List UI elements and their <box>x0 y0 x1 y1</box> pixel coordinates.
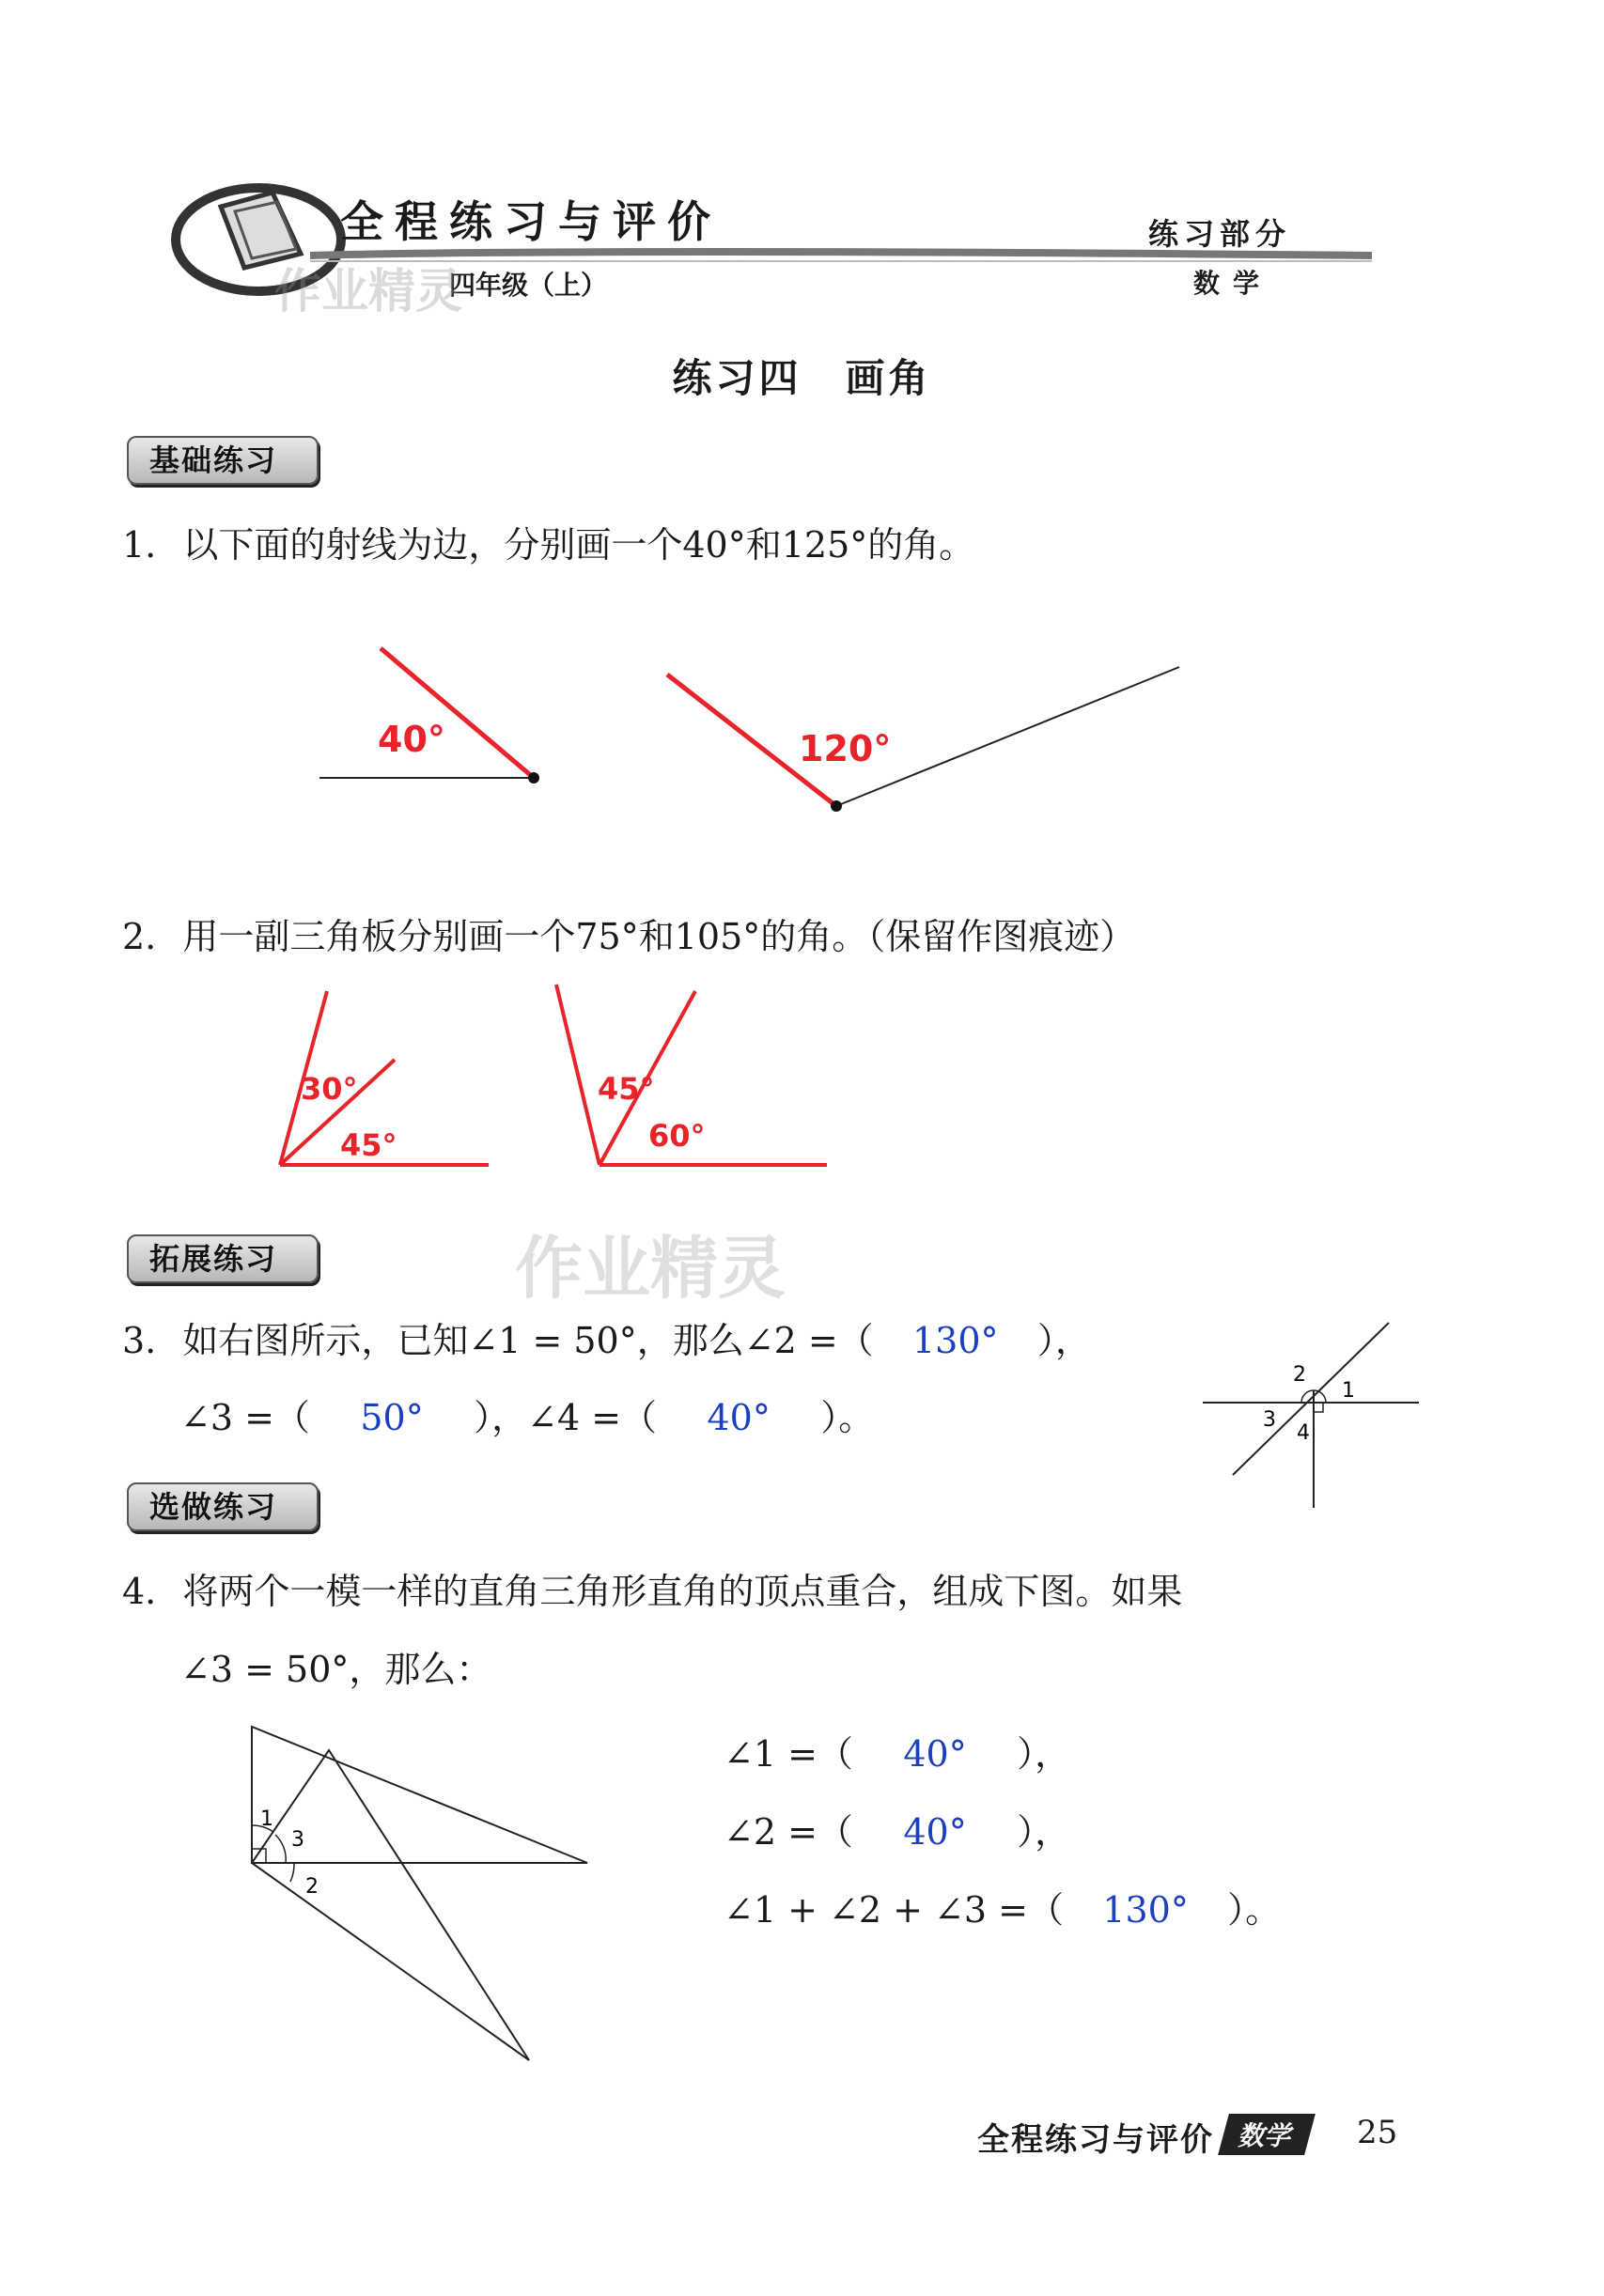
q4-number: 4. <box>122 1571 157 1612</box>
q2-fig1-label-45: 45° <box>340 1127 397 1163</box>
q4-answer-sum: 130° <box>1102 1889 1189 1931</box>
series-title: 全程练习与评价 <box>340 196 722 247</box>
q1-body: 以下面的射线为边，分别画一个40°和125°的角。 <box>182 524 975 566</box>
q1-figure <box>310 629 1203 836</box>
q1-label-120: 120° <box>799 728 892 769</box>
q1-label-40: 40° <box>378 719 445 760</box>
q2-text <box>122 916 1135 959</box>
q3-fig-label-3: 3 <box>1263 1408 1276 1432</box>
q4-fig-label-2: 2 <box>305 1875 319 1899</box>
q2-fig2-label-45: 45° <box>598 1071 655 1107</box>
q1-number: 1. <box>122 524 157 566</box>
q2-number: 2. <box>122 916 157 957</box>
q4-fig-label-1: 1 <box>260 1807 273 1831</box>
q4-result-2: ∠2 =（ 40° ）， <box>724 1811 1071 1853</box>
q3-line2: ∠3 =（ 50° ），∠4 =（ 40° ）。 <box>180 1397 875 1438</box>
q2-figure <box>263 977 864 1184</box>
grade-label: 四年级（上） <box>449 270 608 301</box>
page-number: 25 <box>1357 2114 1398 2151</box>
q3-line1: 3. 如右图所示，已知∠1 = 50°，那么∠2 =（ 130° ）， <box>122 1320 1091 1361</box>
q1-text <box>122 524 974 567</box>
q4-result-1: ∠1 =（ 40° ）， <box>724 1733 1071 1775</box>
section-label: 练习部分 <box>1148 216 1292 252</box>
q4-fig-label-3: 3 <box>291 1828 304 1852</box>
section-extended-badge: 拓展练习 <box>127 1234 319 1283</box>
section-optional-badge: 选做练习 <box>127 1482 319 1531</box>
q3-fig-label-2: 2 <box>1293 1363 1306 1387</box>
q2-body: 用一副三角板分别画一个75°和105°的角。（保留作图痕迹） <box>182 916 1136 957</box>
subject-label: 数学 <box>1193 268 1273 299</box>
q4-answer-angle1: 40° <box>903 1733 967 1775</box>
q3-answer-angle2: 130° <box>912 1320 999 1361</box>
q3-answer-angle4: 40° <box>707 1397 771 1438</box>
section-basic-badge: 基础练习 <box>127 436 319 485</box>
q3-diagonal-line <box>1233 1323 1389 1475</box>
footer-subject-badge: 数学 <box>1218 2114 1316 2155</box>
q3-number: 3. <box>122 1320 157 1361</box>
q3-answer-angle3: 50° <box>360 1397 424 1438</box>
q4-line2: ∠3 = 50°，那么： <box>180 1649 492 1690</box>
q4-figure <box>240 1714 597 2071</box>
q4-triangle-b <box>252 1750 529 2060</box>
q4-line1: 4. 将两个一模一样的直角三角形直角的顶点重合，组成下图。如果 <box>122 1571 1183 1612</box>
q3-fig-label-4: 4 <box>1297 1421 1310 1445</box>
watermark-top: 作业精灵 <box>274 264 462 318</box>
footer-series: 全程练习与评价 <box>977 2121 1214 2159</box>
q4-result-3: ∠1 + ∠2 + ∠3 =（ 130° ）。 <box>724 1889 1282 1931</box>
page-title: 练习四 画角 <box>672 355 932 401</box>
q2-fig1-label-30: 30° <box>301 1071 358 1107</box>
watermark-mid: 作业精灵 <box>515 1229 786 1308</box>
q3-fig-label-1: 1 <box>1342 1379 1355 1403</box>
q4-answer-angle2: 40° <box>903 1811 967 1853</box>
q2-fig2-ray-left <box>556 985 600 1165</box>
q2-fig2-label-60: 60° <box>648 1118 706 1154</box>
q3-figure <box>1193 1315 1428 1513</box>
